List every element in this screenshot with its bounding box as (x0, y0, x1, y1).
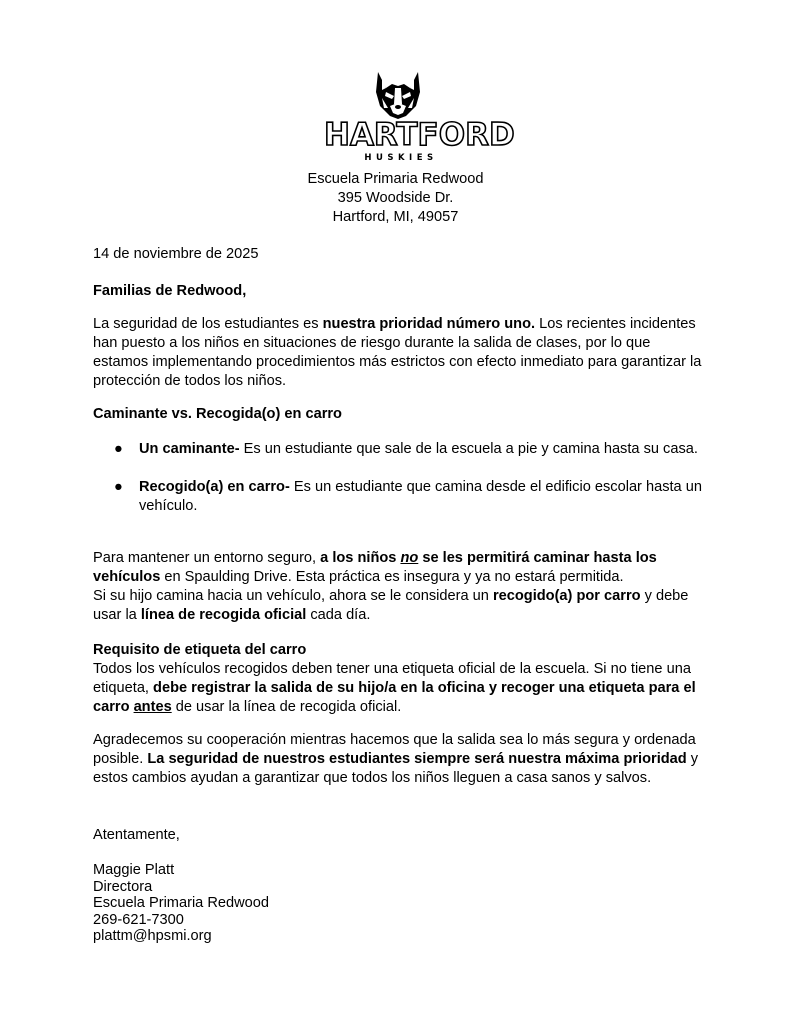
bullet-icon: ● (114, 441, 123, 457)
signer-phone: 269-621-7300 (93, 911, 184, 928)
signoff: Atentamente, (93, 827, 180, 843)
list-item-car-rider: ● Recogido(a) en carro- Es un estudiante que camina desde el edificio escolar hasta un vehículo. (114, 479, 702, 514)
signer-name: Maggie Platt (93, 862, 175, 878)
school-address-line2: Hartford, MI, 49057 (332, 209, 459, 225)
signer-school: Escuela Primaria Redwood (93, 895, 270, 911)
list-item-walker: ● Un caminante- Es un estudiante que sale de la escuela a pie y camina hasta su casa. (114, 441, 698, 457)
school-logo (324, 68, 515, 166)
school-address-line1: 395 Woodside Dr. (337, 190, 454, 206)
school-address-block (0, 170, 791, 227)
logo-wordmark: HARTFORD (324, 117, 515, 153)
school-name: Escuela Primaria Redwood (307, 171, 484, 187)
husky-head-icon (324, 68, 472, 120)
section-heading-car-tag: Requisito de etiqueta del carro (93, 642, 307, 658)
logo-subtitle: HUSKIES (364, 153, 438, 163)
section-heading-walker-vs-car: Caminante vs. Recogida(o) en carro (93, 406, 342, 422)
closing-paragraph: Agradecemos su cooperación mientras hacemos que la salida sea lo más segura y ordenada posible. La seguridad de nuestros estudiantes siempre será nuestra máxima prioridad y estos cambios ayudan a garantizar que todos los niños lleguen a casa sanos y salvos. (93, 732, 699, 786)
car-tag-section: Requisito de etiqueta del carro Todos los vehículos recogidos deben tener una etiqueta oficial de la escuela. Si no tiene una etiqueta, debe registrar la salida de su hijo/a en la oficina y recoger una etiqueta para el carro antes de usar la línea de recogida oficial. (93, 642, 696, 715)
walking-rule-paragraph: Para mantener un entorno seguro, a los niños no se les permitirá caminar hasta los vehículos en Spaulding Drive. Esta práctica es insegura y ya no estará permitida. Si su hijo camina hacia un vehículo, ahora se le considera un recogido(a) por carro y debe usar la línea de recogida oficial cada día. (93, 550, 689, 623)
signer-email: plattm@hpsmi.org (93, 928, 212, 944)
letter-date: 14 de noviembre de 2025 (93, 246, 259, 262)
salutation: Familias de Redwood, (93, 283, 247, 299)
signer-title: Directora (93, 878, 153, 895)
bullet-icon: ● (114, 479, 123, 495)
signature-block (93, 862, 703, 945)
definitions-list (93, 440, 703, 516)
intro-paragraph: La seguridad de los estudiantes es nuestra prioridad número uno. Los recientes incidentes han puesto a los niños en situaciones de riesgo durante la salida de clases, por lo que estamos implementando procedimientos más estrictos con efecto inmediato para garantizar la protección de todos los niños. (93, 316, 702, 389)
